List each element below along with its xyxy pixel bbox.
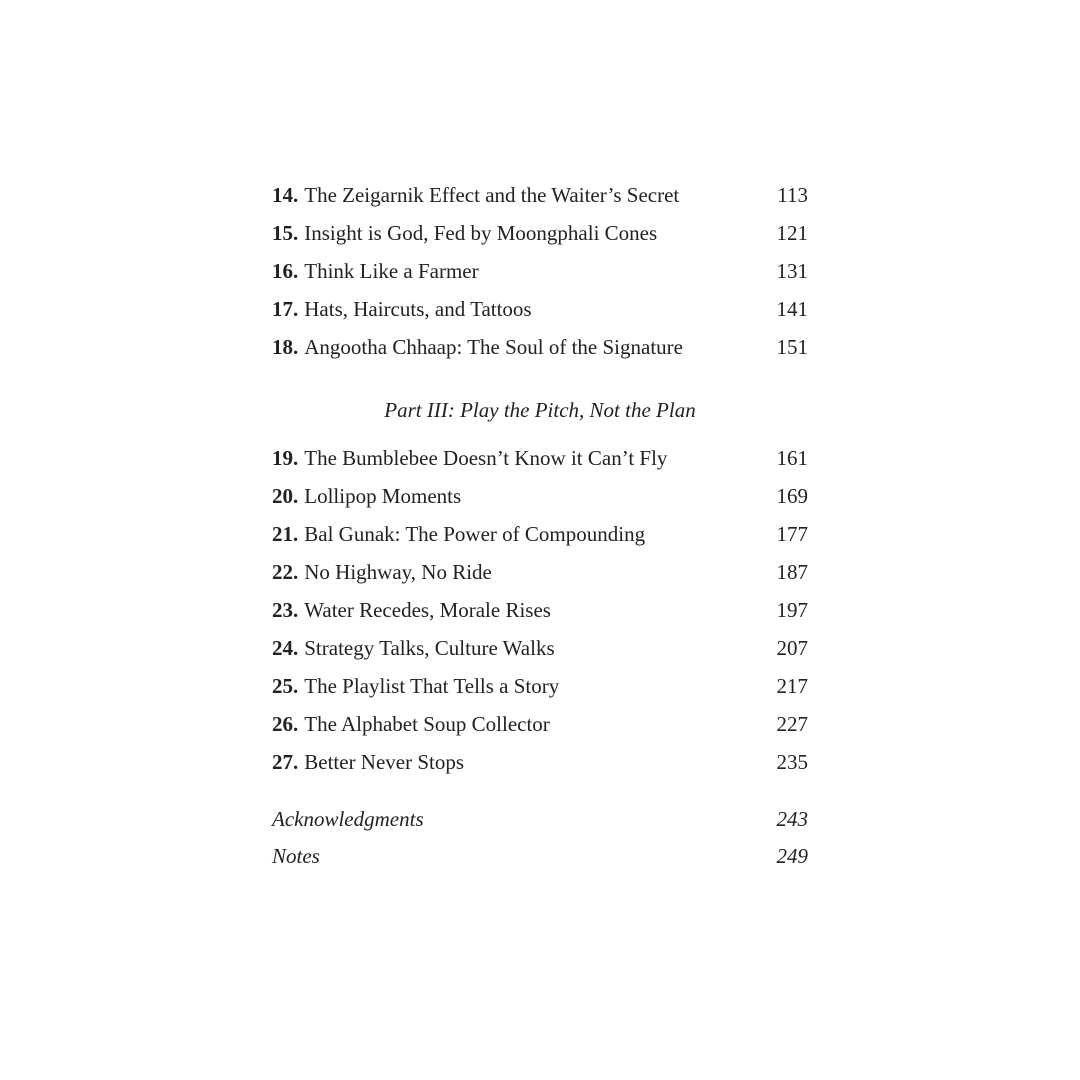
chapter-number: 14. — [272, 183, 299, 207]
chapter-title: The Alphabet Soup Collector — [304, 712, 550, 736]
chapter-title: No Highway, No Ride — [304, 560, 492, 584]
page-number: 249 — [776, 844, 808, 868]
page-number: 187 — [776, 560, 808, 584]
chapter-number: 15. — [272, 221, 299, 245]
page-number: 131 — [776, 259, 808, 283]
chapter-title: Angootha Chhaap: The Soul of the Signature — [304, 335, 683, 359]
chapter-number: 21. — [272, 522, 299, 546]
back-matter-title: Notes — [272, 844, 320, 868]
chapter-number: 16. — [272, 259, 299, 283]
toc-entry — [272, 176, 808, 214]
page-number: 235 — [776, 750, 808, 774]
page-number: 197 — [776, 598, 808, 622]
chapter-title: Insight is God, Fed by Moongphali Cones — [304, 221, 658, 245]
page-number: 177 — [776, 522, 808, 546]
chapter-title: The Playlist That Tells a Story — [304, 674, 560, 698]
toc-entry — [272, 515, 808, 553]
toc-entry-notes — [272, 838, 808, 875]
chapter-number: 24. — [272, 636, 299, 660]
page-number: 169 — [776, 484, 808, 508]
back-matter-title: Acknowledgments — [272, 807, 424, 831]
chapter-title: Lollipop Moments — [304, 484, 462, 508]
page-number: 151 — [776, 335, 808, 359]
chapter-number: 26. — [272, 712, 299, 736]
toc-entry — [272, 743, 808, 781]
toc-entry-acknowledgments — [272, 801, 808, 838]
chapter-title: Hats, Haircuts, and Tattoos — [304, 297, 532, 321]
toc-entry — [272, 667, 808, 705]
toc-entry — [272, 214, 808, 252]
toc-entry — [272, 705, 808, 743]
toc-entry — [272, 328, 808, 366]
chapter-number: 19. — [272, 446, 299, 470]
chapter-title: The Zeigarnik Effect and the Waiter’s Secret — [304, 183, 680, 207]
chapter-number: 22. — [272, 560, 299, 584]
chapter-number: 17. — [272, 297, 299, 321]
page-number: 217 — [776, 674, 808, 698]
chapter-title: Better Never Stops — [304, 750, 465, 774]
chapter-number: 27. — [272, 750, 299, 774]
part-heading: Part III: Play the Pitch, Not the Plan — [384, 398, 696, 422]
toc-entry — [272, 439, 808, 477]
toc-entry — [272, 553, 808, 591]
toc-entry — [272, 629, 808, 667]
page-number: 161 — [776, 446, 808, 470]
toc-chapter-list-part3 — [272, 439, 808, 781]
toc-entry — [272, 591, 808, 629]
chapter-title: Think Like a Farmer — [304, 259, 479, 283]
chapter-number: 20. — [272, 484, 299, 508]
toc-entry — [272, 290, 808, 328]
chapter-number: 25. — [272, 674, 299, 698]
page-number: 141 — [776, 297, 808, 321]
page-number: 243 — [776, 807, 808, 831]
toc-back-matter — [272, 801, 808, 875]
page-number: 113 — [777, 183, 808, 207]
toc-entry — [272, 477, 808, 515]
chapter-number: 23. — [272, 598, 299, 622]
chapter-title: Water Recedes, Morale Rises — [304, 598, 551, 622]
page-number: 207 — [776, 636, 808, 660]
chapter-title: Bal Gunak: The Power of Compounding — [304, 522, 646, 546]
toc-chapter-list-part2-end — [272, 176, 808, 366]
page-number: 121 — [776, 221, 808, 245]
chapter-title: Strategy Talks, Culture Walks — [304, 636, 555, 660]
toc-entry — [272, 252, 808, 290]
chapter-title: The Bumblebee Doesn’t Know it Can’t Fly — [304, 446, 668, 470]
chapter-number: 18. — [272, 335, 299, 359]
page-number: 227 — [776, 712, 808, 736]
